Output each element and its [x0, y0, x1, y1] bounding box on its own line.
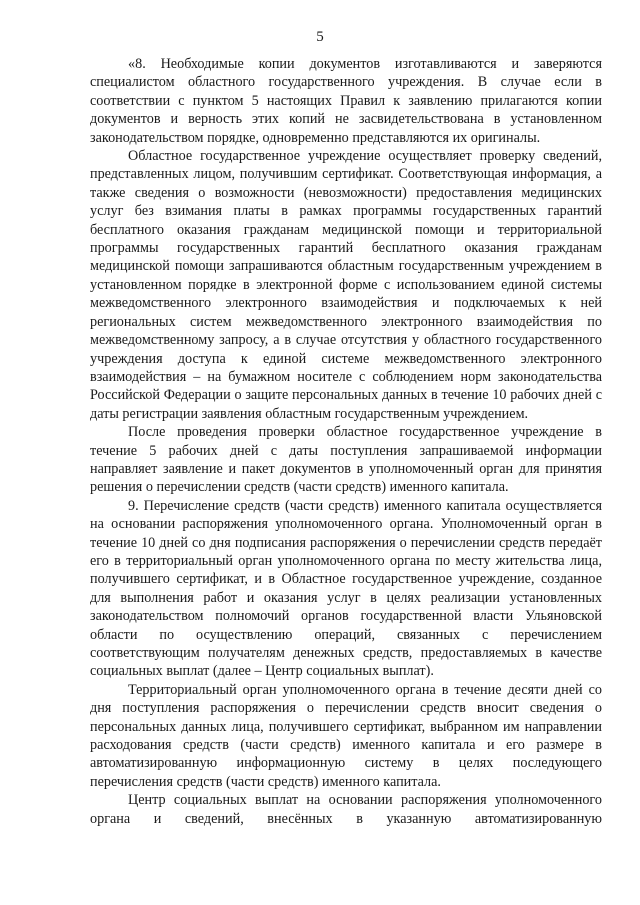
document-body — [90, 55, 602, 828]
paragraph-5: Территориальный орган уполномоченного органа в течение десяти дней со дня поступления распоряжения о перечислении средств вносит сведения о персональных данных лица, получившего сертификат, выбранном им направлении расходования средств (части средств) именного капитала и его размере в автоматизированную информационную систему в целях последующего перечисления средств (части средств) именного капитала. — [90, 681, 602, 790]
page-number: 5 — [316, 29, 324, 45]
paragraph-6: Центр социальных выплат на основании распоряжения уполномоченного органа и сведений, внесённых в указанную автоматизированную — [90, 792, 602, 827]
paragraph-2: Областное государственное учреждение осуществляет проверку сведений, представленных лицом, получившим сертификат. Соответствующая информация, а также сведения о возможности (невозможности) предоставления медицинских услуг без взимания платы в рамках программы государственных гарантий бесплатного оказания гражданам медицинской помощи и территориальной программы государственных гарантий бесплатного оказания гражданам медицинской помощи запрашиваются областным государственным учреждением в установленном порядке в электронной форме с использованием единой системы межведомственного электронного взаимодействия и подключаемых к ней региональных систем межведомственного электронного взаимодействия по межведомственному запросу, а в случае отсутствия у областного государственного учреждения доступа к единой системе межведомственного электронного взаимодействия – на бумажном носителе с соблюдением норм законодательства Российской Федерации о защите персональных данных в течение 10 рабочих дней с даты регистрации заявления областным государственным учреждением. — [90, 148, 602, 422]
paragraph-1: «8. Необходимые копии документов изготавливаются и заверяются специалистом областного государственного учреждения. В случае если в соответствии с пунктом 5 настоящих Правил к заявлению прилагаются копии документов и верность этих копий не засвидетельствована в установленном законодательством порядке, одновременно представляются их оригиналы. — [90, 56, 602, 146]
paragraph-3: После проведения проверки областное государственное учреждение в течение 5 рабочих дней с даты поступления запрашиваемой информации направляет заявление и пакет документов в уполномоченный орган для принятия решения о перечислении средств (части средств) именного капитала. — [90, 424, 602, 496]
paragraph-4: 9. Перечисление средств (части средств) именного капитала осуществляется на основании распоряжения уполномоченного органа. Уполномоченный орган в течение 10 дней со дня подписания распоряжения о перечислении средств передаёт его в территориальный орган уполномоченного органа по месту жительства лица, получившего сертификат, и в Областное государственное учреждение, созданное для выполнения работ и оказания услуг в целях реализации установленных законодательством полномочий органов государственной власти Ульяновской области по осуществлению операций, связанных с перечислением соответствующим получателям денежных средств, предоставляемых в качестве социальных выплат (далее – Центр социальных выплат). — [90, 497, 602, 680]
